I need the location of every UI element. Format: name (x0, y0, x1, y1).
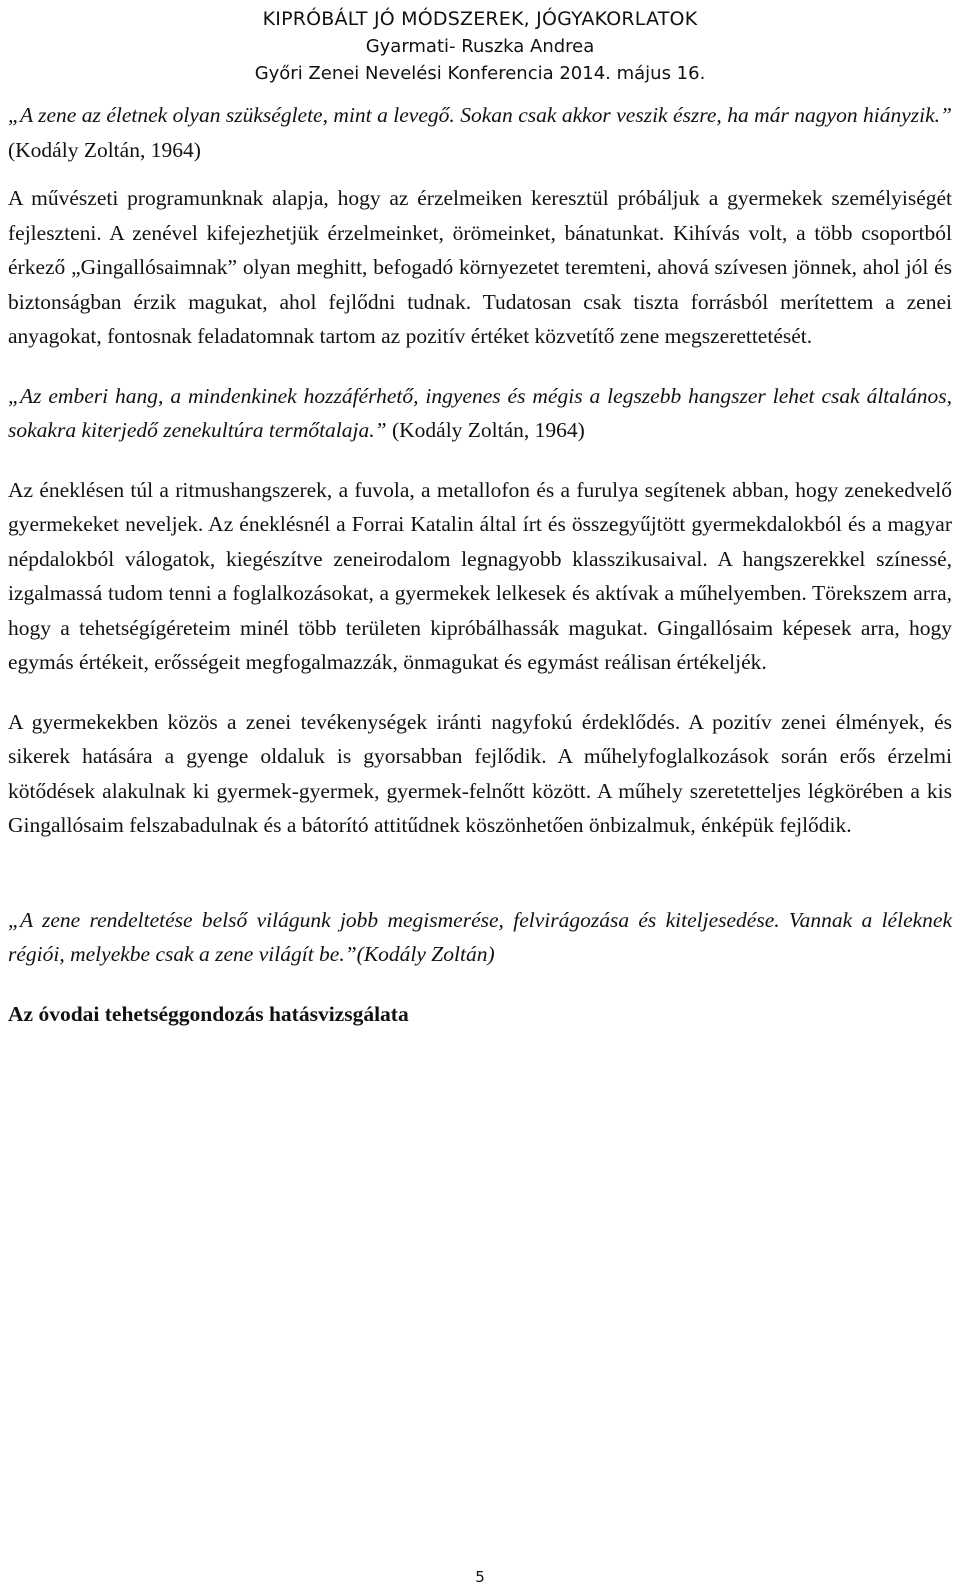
paragraph-children: A gyermekekben közös a zenei tevékenységek iránti nagyfokú érdeklődés. A pozitív zenei élmények, és sikerek hatására a gyenge oldaluk is gyorsabban fejlődik. A műhelyfoglalkozások során erős érzelmi kötődések alakulnak ki gyermek-gyermek, gyermek-felnőtt között. A műhely szeretetteljes légkörében a kis Gingallósaim felszabadulnak és a bátorító attitűdnek köszönhetően önbizalmuk, énképük fejlődik. (8, 709, 952, 837)
quote-citation: (Kodály Zoltán, 1964) (386, 418, 585, 442)
page-header (0, 6, 960, 87)
paragraph-program: A művészeti programunknak alapja, hogy az érzelmeiken keresztül próbáljuk a gyermekek személyiségét fejleszteni. A zenével kifejezhetjük érzelmeinket, örömeinket, bánatunkat. Kihívás volt, a több csoportból érkező „Gingallósaimnak” olyan meghitt, befogadó környezetet teremteni, ahová szívesen jönnek, ahol jól és biztonságban érzik magukat, ahol fejlődni tudnak. Tudatosan csak tiszta forrásból merítettem a zenei anyagokat, fontosnak feladatomnak tartom az pozitív értéket közvetítő zene megszerettetését. (8, 186, 952, 348)
paragraph-instruments: Az éneklésen túl a ritmushangszerek, a fuvola, a metallofon és a furulya segítenek abban, hogy zenekedvelő gyermekeket neveljek. Az éneklésnél a Forrai Katalin által írt és összegyűjtött gyermekdalokból és a magyar népdalokból válogatok, kiegészítve zeneirodalom legnagyobb klasszikusaival. A hangszerekkel színessé, izgalmassá tudom tenni a foglalkozásokat, a gyermekek lelkesek és aktívak a műhelyemben. Törekszem arra, hogy a tehetségígéreteim minél több területen kipróbálhassák magukat. Gingallósaim képesek arra, hogy egymás értékeit, erősségeit megfogalmazzák, önmagukat és egymást reálisan értékeljék. (8, 477, 952, 674)
section-heading: Az óvodai tehetséggondozás hatásvizsgálata (8, 1001, 409, 1026)
quote-text: „A zene az életnek olyan szükséglete, mint a levegő. Sokan csak akkor veszik észre, ha már nagyon hiányzik.” (8, 103, 952, 127)
header-conference: Győri Zenei Nevelési Konferencia 2014. május 16. (254, 63, 706, 84)
second-quote (8, 379, 952, 448)
quote-text: „Az emberi hang, a mindenkinek hozzáférhető, ingyenes és mégis a legszebb hangszer lehet csak általános, sokakra kiterjedő zenekultúra termőtalaja.” (8, 383, 952, 442)
header-title: KIPRÓBÁLT JÓ MÓDSZEREK, JÓGYAKORLATOK (262, 8, 698, 30)
document-body (8, 98, 952, 1031)
header-author: Gyarmati- Ruszka Andrea (365, 36, 595, 57)
page-number: 5 (475, 1568, 485, 1586)
quote-citation: (Kodály Zoltán, 1964) (8, 137, 201, 162)
closing-quote: „A zene rendeltetése belső világunk jobb megismerése, felvirágozása és kiteljesedése. Vannak a léleknek régiói, melyekbe csak a zene világít be.”(Kodály Zoltán) (8, 907, 952, 966)
opening-quote (8, 98, 952, 167)
